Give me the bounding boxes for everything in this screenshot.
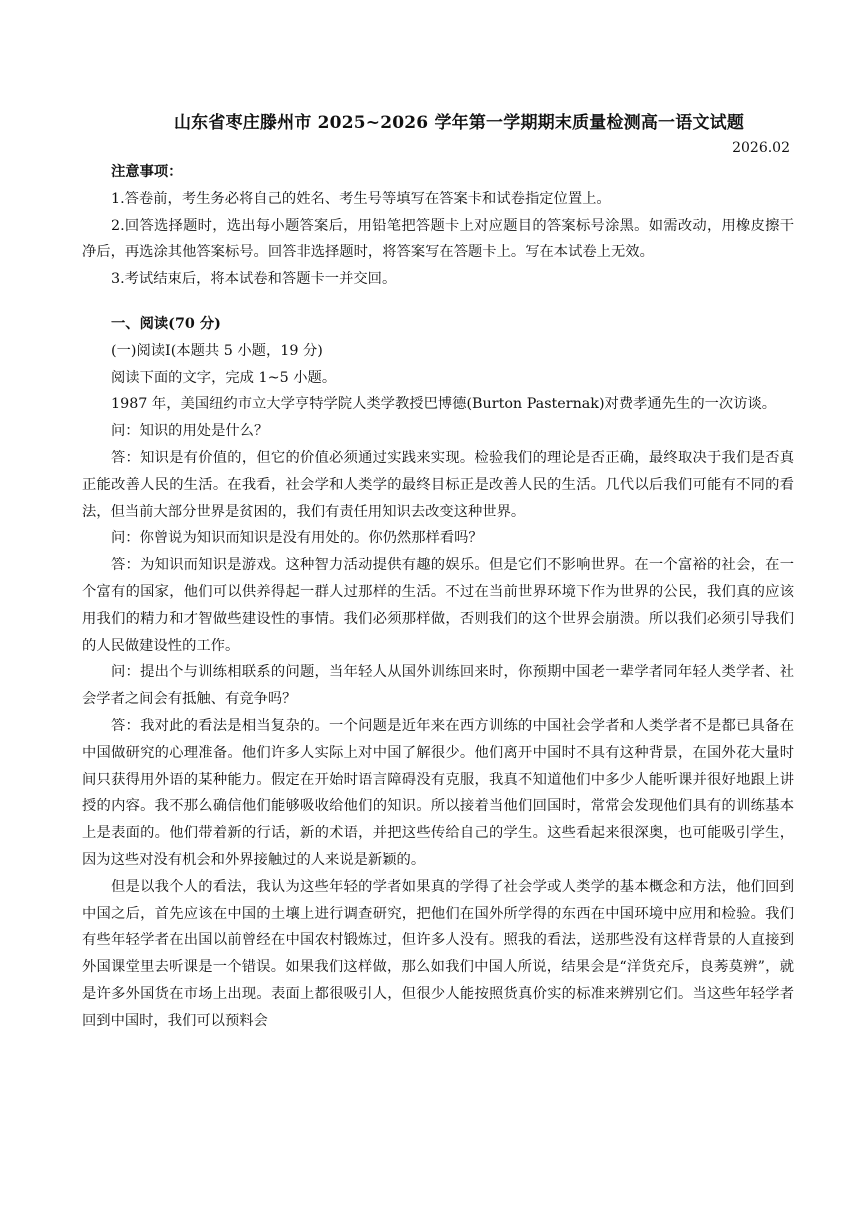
exam-date: 2026.02 [732,140,790,156]
passage-paragraph: 问：你曾说为知识而知识是没有用处的。你仍然那样看吗？ [111,530,483,547]
section-heading: 一、阅读(70 分) [111,315,221,332]
passage-paragraph: 答：为知识而知识是游戏。这种智力活动提供有趣的娱乐。但是它们不影响世界。在一个富裕的社会，在一个富有的国家，他们可以供养得起一群人过那样的生活。不过在当前世界环境下作为世界的公民，我们真的应该用我们的精力和才智做些建设性的事情。我们必须那样做，否则我们的这个世界会崩溃。所以我们必须引导我们的人民做建设性的工作。 [82,557,794,654]
passage-paragraph: 答：我对此的看法是相当复杂的。一个问题是近年来在西方训练的中国社会学者和人类学者不是都已具备在中国做研究的心理准备。他们许多人实际上对中国了解很少。他们离开中国时不具有这种背景，在国外花大量时间只获得用外语的某种能力。假定在开始时语言障碍没有克服，我真不知道他们中多少人能听课并很好地跟上讲授的内容。我不那么确信他们能够吸收给他们的知识。所以接着当他们回国时，常常会发现他们具有的训练基本上是表面的。他们带着新的行话，新的术语，并把这些传给自己的学生。这些看起来很深奥，也可能吸引学生，因为这些对没有机会和外界接触过的人来说是新颖的。 [82,717,794,868]
notice-item: 1.答卷前，考生务必将自己的姓名、考生号等填写在答案卡和试卷指定位置上。 [111,190,611,207]
section-instruction: 阅读下面的文字，完成 1~5 小题。 [111,369,337,386]
document-body [82,159,794,1035]
passage-paragraph: 但是以我个人的看法，我认为这些年轻的学者如果真的学得了社会学或人类学的基本概念和方法，他们回到中国之后，首先应该在中国的土壤上进行调查研究，把他们在国外所学得的东西在中国环境中应用和检验。我们有些年轻学者在出国以前曾经在中国农村锻炼过，但许多人没有。照我的看法，送那些没有这样背景的人直接到外国课堂里去听课是一个错误。如果我们这样做，那么如我们中国人所说，结果会是“洋货充斥，良莠莫辨”，就是许多外国货在市场上出现。表面上都很吸引人，但很少人能按照货真价实的标准来辨别它们。当这些年轻学者回到中国时，我们可以预料会 [82,878,794,1029]
notice-item: 3.考试结束后，将本试卷和答题卡一并交回。 [111,271,397,288]
passage-paragraph: 1987 年，美国纽约市立大学亨特学院人类学教授巴博德(Burton Pasternak)对费孝通先生的一次访谈。 [111,396,777,413]
spacer [82,293,794,311]
notice-item: 2.回答选择题时，选出每小题答案后，用铅笔把答题卡上对应题目的答案标号涂黑。如需改动，用橡皮擦干净后，再选涂其他答案标号。回答非选择题时，将答案写在答题卡上。写在本试卷上无效。 [82,217,794,261]
exam-title: 山东省枣庄滕州市 2025~2026 学年第一学期期末质量检测高一语文试题 [173,113,745,133]
section-sub-heading: (一)阅读Ⅰ(本题共 5 小题，19 分) [111,342,323,359]
notice-heading: 注意事项： [111,164,183,180]
passage-paragraph: 答：知识是有价值的，但它的价值必须通过实践来实现。检验我们的理论是否正确，最终取决于我们是否真正能改善人民的生活。在我看，社会学和人类学的最终目标正是改善人民的生活。几代以后我们可能有不同的看法，但当前大部分世界是贫困的，我们有责任用知识去改变这种世界。 [82,449,794,520]
passage-paragraph: 问：知识的用处是什么？ [111,423,269,440]
passage-paragraph: 问：提出个与训练相联系的问题，当年轻人从国外训练回来时，你预期中国老一辈学者同年轻人类学者、社会学者之间会有抵触、有竞争吗？ [82,664,794,708]
